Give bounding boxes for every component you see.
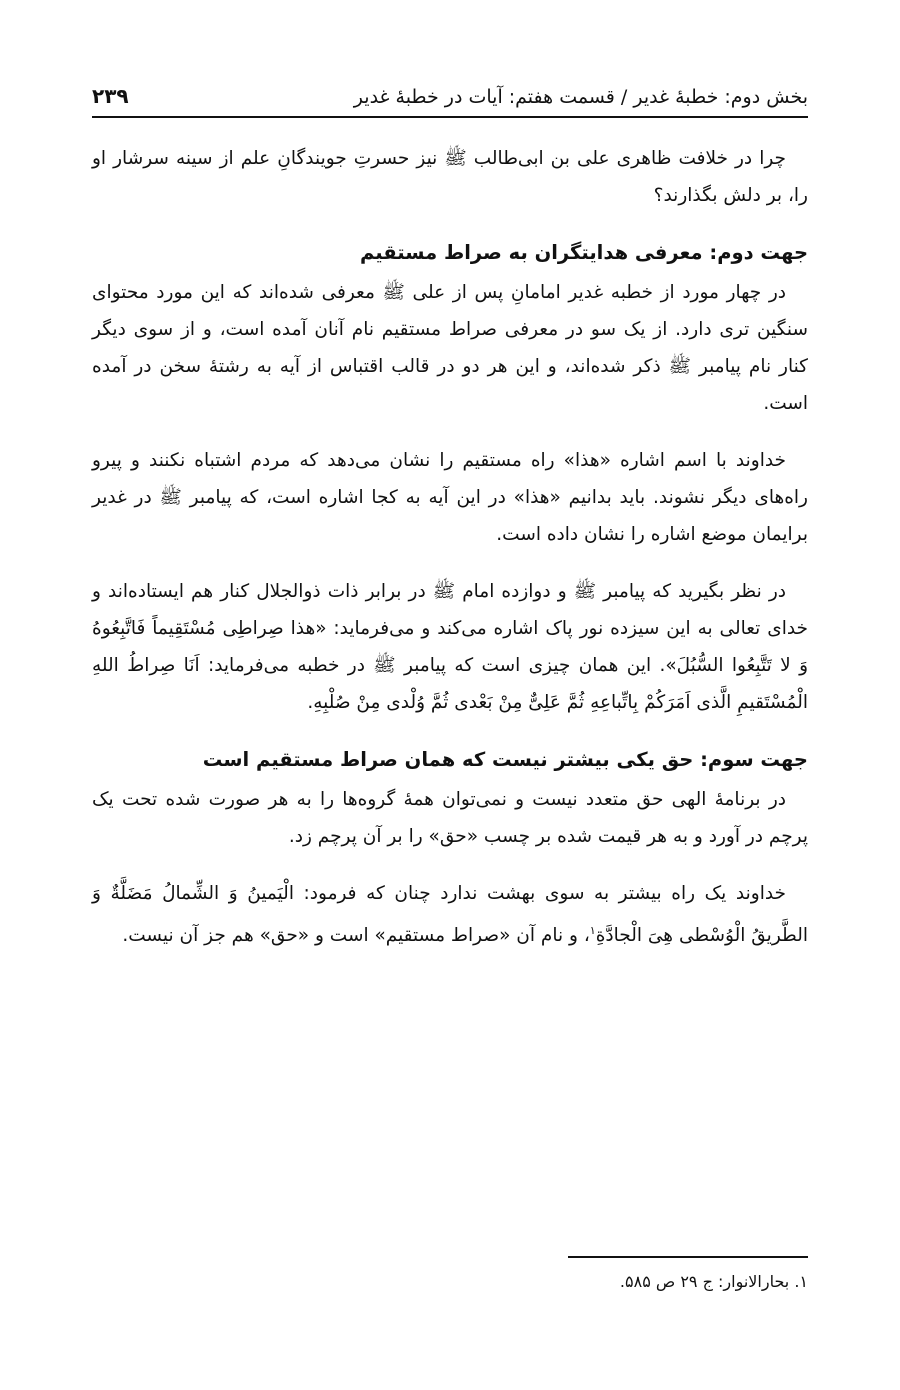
paragraph — [92, 875, 808, 954]
section-heading: جهت سوم: حق یکی بیشتر نیست که همان صراط مستقیم است — [202, 748, 808, 771]
paragraph: در چهار مورد از خطبه غدیر امامانِ پس از علی ﷺ معرفی شده‌اند که این مورد محتوای سنگین تری دارد. از یک سو در معرفی صراط مستقیم نام آنان آمده است، و از سوی دیگر کنار نام پیامبر ﷺ ذکر شده‌اند، و این هر دو در قالب اقتباس از آیه به رشتۀ سخن در آمده است. — [92, 282, 808, 414]
paragraph: خداوند با اسم اشاره «هذا» راه مستقیم را نشان می‌دهد که مردم اشتباه نکنند و پیرو راه‌های دیگر نشوند. باید بدانیم «هذا» در این آیه به کجا اشاره است، که پیامبر ﷺ در غدیر برایمان موضع اشاره را نشان داده است. — [92, 450, 808, 545]
paragraph-text: خداوند یک راه بیشتر به سوی بهشت ندارد چنان که فرمود: الْیَمینُ وَ الشِّمالُ مَضَلَّةٌ وَ الطَّریقُ الْوُسْطی هِیَ الْجادَّةِ — [92, 883, 808, 947]
page-number: ۲۳۹ — [92, 84, 129, 108]
paragraph: در نظر بگیرید که پیامبر ﷺ و دوازده امام ﷺ در برابر ذات ذوالجلال کنار هم ایستاده‌اند و خدای تعالی به این سیزده نور پاک اشاره می‌کند و می‌فرماید: «هذا صِراطِی مُسْتَقِیماً فَاتَّبِعُوهُ وَ لا تَتَّبِعُوا السُّبُلَ». این همان چیزی است که پیامبر ﷺ در خطبه می‌فرماید: اَنَا صِراطُ اللهِ الْمُسْتَقیمِ الَّذی اَمَرَکُمْ بِاتِّباعِهِ ثُمَّ عَلِیٌّ مِنْ بَعْدی ثُمَّ وُلْدی مِنْ صُلْبِهِ. — [92, 581, 808, 713]
paragraph: چرا در خلافت ظاهری علی بن ابی‌طالب ﷺ نیز حسرتِ جویندگانِ علم از سینه سرشار او را، بر دلش بگذارند؟ — [92, 148, 808, 206]
footnote: ۱. بحارالانوار: ج ۲۹ ص ۵۸۵. — [619, 1272, 808, 1291]
footnote-divider — [568, 1256, 808, 1258]
footnote-reference[interactable]: ۱ — [589, 924, 596, 937]
page-body — [92, 140, 808, 974]
running-header — [92, 72, 808, 118]
paragraph-text: ، و نام آن «صراط مستقیم» است و «حق» هم جز آن نیست. — [122, 925, 590, 947]
section-heading: جهت دوم: معرفی هدایتگران به صراط مستقیم — [360, 241, 808, 264]
paragraph: در برنامۀ الهی حق متعدد نیست و نمی‌توان همۀ گروه‌ها را به هر صورت شده تحت یک پرچم در آورد و به هر قیمت شده بر چسب «حق» را بر آن پرچم زد. — [92, 789, 808, 847]
running-title: بخش دوم: خطبۀ غدیر / قسمت هفتم: آیات در خطبۀ غدیر — [353, 86, 808, 108]
